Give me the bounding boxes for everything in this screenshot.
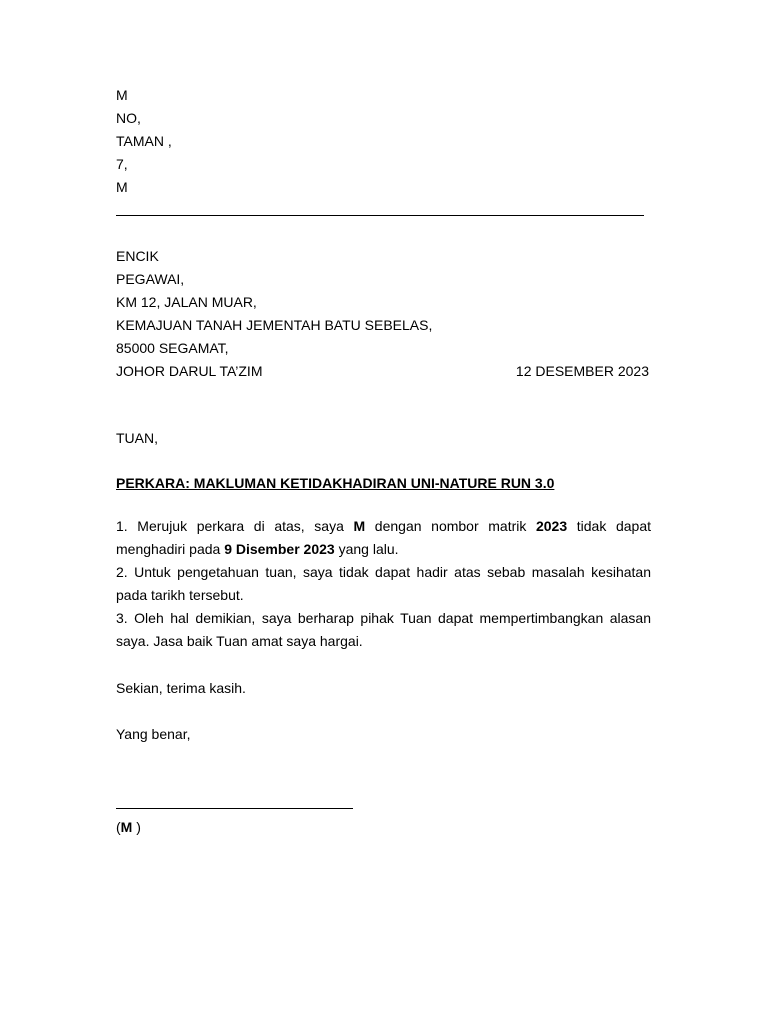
recipient-address-1: KM 12, JALAN MUAR, <box>116 294 257 310</box>
recipient-position: PEGAWAI, <box>116 271 185 287</box>
closing-thanks: Sekian, terima kasih. <box>116 680 246 696</box>
body-paragraph-3: 3. Oleh hal demikian, saya berharap pihak Tuan dapat mempertimbangkan alasan saya. Jasa baik Tuan amat saya hargai. <box>116 610 651 649</box>
body-paragraph-1 <box>116 515 651 561</box>
sig-close-paren: ) <box>132 819 141 835</box>
recipient-address-2: KEMAJUAN TANAH JEMENTAH BATU SEBELAS, <box>116 317 433 333</box>
sig-name: M <box>120 819 133 835</box>
signature-name <box>116 819 141 836</box>
body-paragraph-2: 2. Untuk pengetahuan tuan, saya tidak dapat hadir atas sebab masalah kesihatan pada tarikh tersebut. <box>116 564 651 603</box>
sender-name: M <box>116 87 128 103</box>
recipient-address-3: 85000 SEGAMAT, <box>116 340 229 356</box>
p1-matric-number: 2023 <box>535 518 568 534</box>
recipient-title: ENCIK <box>116 248 159 264</box>
signature-line <box>116 808 353 809</box>
letter-date: 12 DESEMBER 2023 <box>515 363 649 379</box>
header-divider <box>116 215 644 216</box>
sender-taman: TAMAN , <box>116 133 172 149</box>
p1-text-b: dengan nombor matrik <box>365 518 536 534</box>
recipient-state: JOHOR DARUL TA’ZIM <box>116 363 263 379</box>
subject-line: PERKARA: MAKLUMAN KETIDAKHADIRAN UNI-NATURE RUN 3.0 <box>116 475 555 491</box>
closing-sign-off: Yang benar, <box>116 726 191 742</box>
sender-line-5: M <box>116 179 128 195</box>
p1-student-name: M <box>353 518 366 534</box>
sender-house-no: NO, <box>116 110 141 126</box>
p1-event-date: 9 Disember 2023 <box>224 541 335 557</box>
sig-open-paren: ( <box>116 819 121 835</box>
p1-text-d: yang lalu. <box>334 541 399 557</box>
p1-text-a: 1. Merujuk perkara di atas, saya <box>116 518 354 534</box>
sender-line-4: 7, <box>116 156 128 172</box>
salutation: TUAN, <box>116 430 158 446</box>
p1-text-c: tidak dapat menghadiri pada <box>116 518 651 557</box>
